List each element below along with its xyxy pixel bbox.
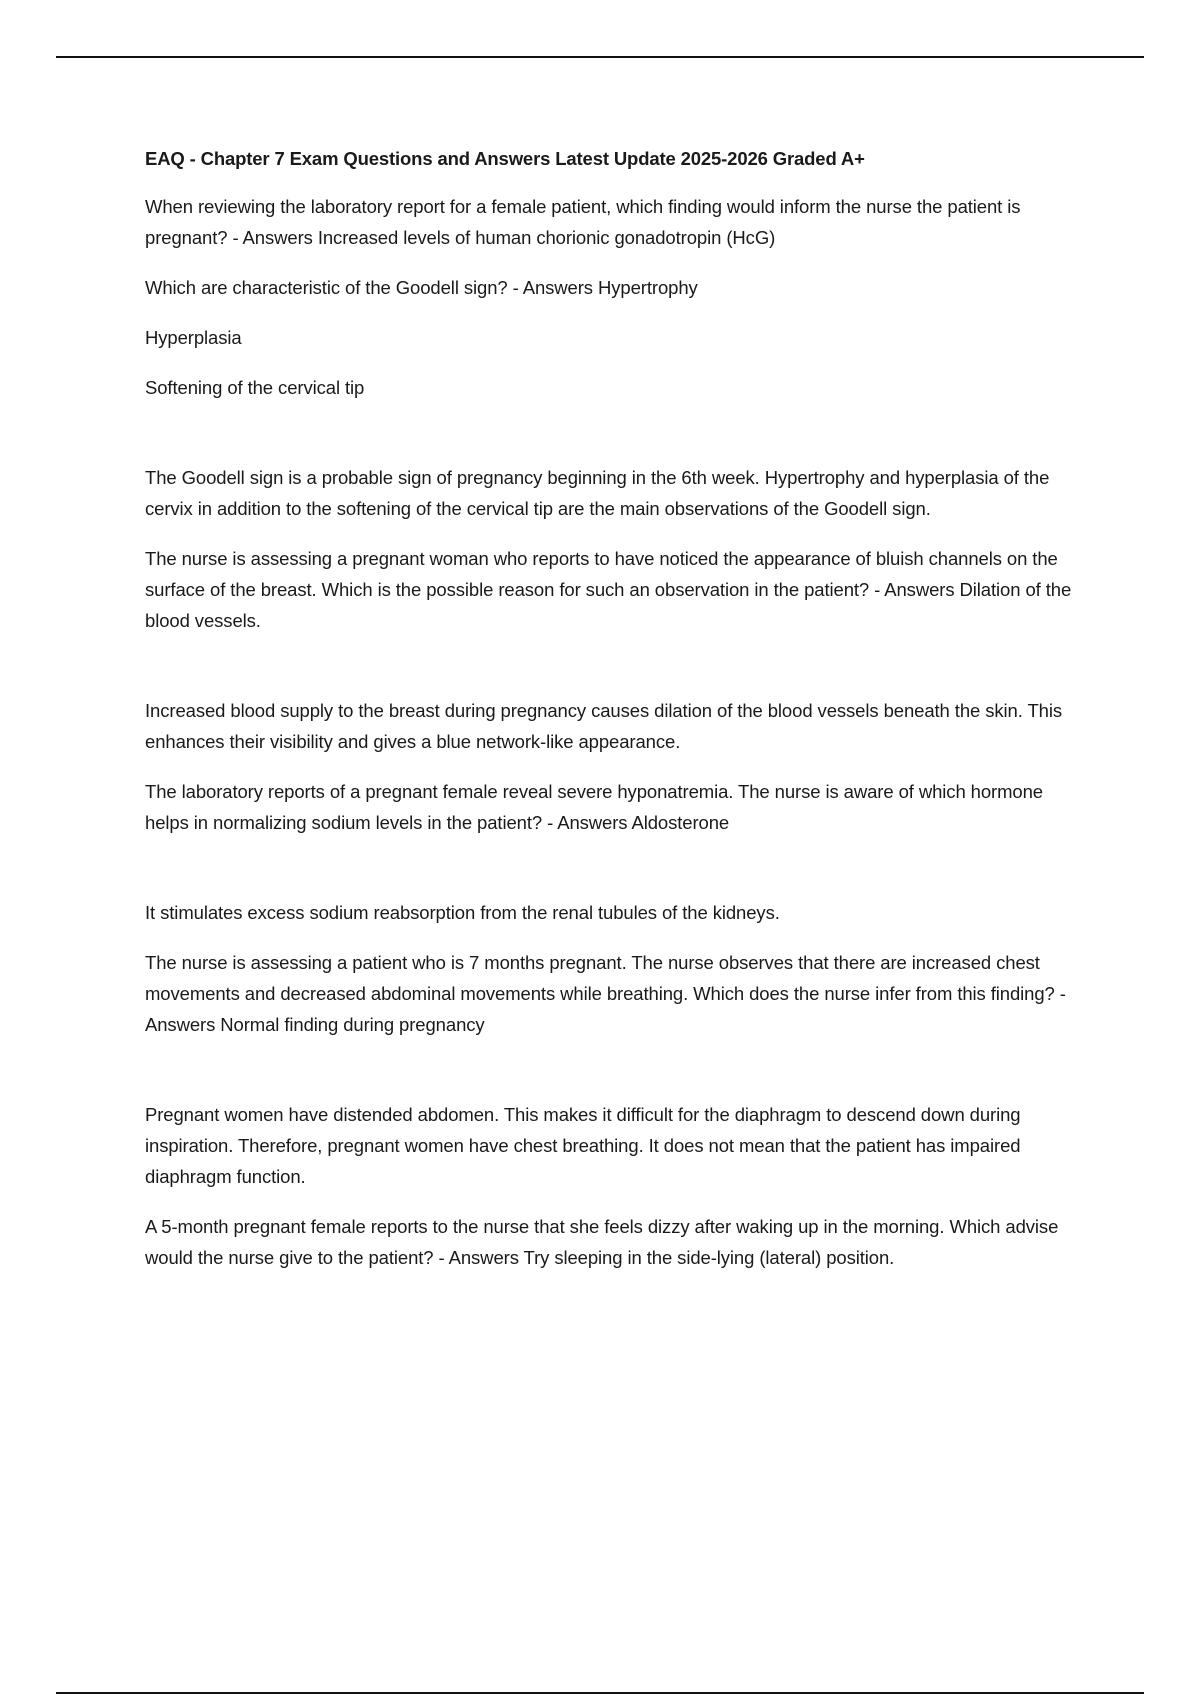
paragraph-softening: Softening of the cervical tip — [145, 377, 365, 398]
paragraph-breast-question: The nurse is assessing a pregnant woman who reports to have noticed the appearance of bluish channels on the surface of the breast. Which is the possible reason for such an observation in the patient? - Answers Dilation of the blood vessels. — [145, 548, 1072, 631]
footer-rule — [56, 1692, 1144, 1694]
paragraph-sodium-question: The laboratory reports of a pregnant female reveal severe hyponatremia. The nurse is aware of which hormone helps in normalizing sodium levels in the patient? - Answers Aldosterone — [145, 781, 1043, 833]
header-rule — [56, 56, 1144, 58]
paragraph-hyperplasia: Hyperplasia — [145, 327, 242, 348]
paragraph-goodell-rationale: The Goodell sign is a probable sign of pregnancy beginning in the 6th week. Hypertrophy and hyperplasia of the cervix in addition to the softening of the cervical tip are the main observations of the Goodell sign. — [145, 467, 1050, 519]
paragraph-breathing-rationale: Pregnant women have distended abdomen. This makes it difficult for the diaphragm to descend down during inspiration. Therefore, pregnant women have chest breathing. It does not mean that the patient has impaired diaphragm function. — [145, 1104, 1021, 1187]
paragraph-breathing-question: The nurse is assessing a patient who is 7 months pregnant. The nurse observes that there are increased chest movements and decreased abdominal movements while breathing. Which does the nurse infer from this finding? - Answers Normal finding during pregnancy — [145, 952, 1066, 1035]
paragraph-hcg-question: When reviewing the laboratory report for a female patient, which finding would inform the nurse the patient is pregnant? - Answers Increased levels of human chorionic gonadotropin (HcG) — [145, 196, 1021, 248]
paragraph-breast-rationale: Increased blood supply to the breast during pregnancy causes dilation of the blood vessels beneath the skin. This enhances their visibility and gives a blue network-like appearance. — [145, 700, 1063, 752]
paragraph-goodell-question: Which are characteristic of the Goodell sign? - Answers Hypertrophy — [145, 277, 698, 298]
document-title: EAQ - Chapter 7 Exam Questions and Answers Latest Update 2025-2026 Graded A+ — [145, 148, 865, 169]
paragraph-sodium-rationale: It stimulates excess sodium reabsorption from the renal tubules of the kidneys. — [145, 902, 780, 923]
document-body — [145, 145, 1080, 1292]
paragraph-dizzy-question: A 5-month pregnant female reports to the nurse that she feels dizzy after waking up in the morning. Which advise would the nurse give to the patient? - Answers Try sleeping in the side-lying (lateral) position. — [145, 1216, 1059, 1268]
